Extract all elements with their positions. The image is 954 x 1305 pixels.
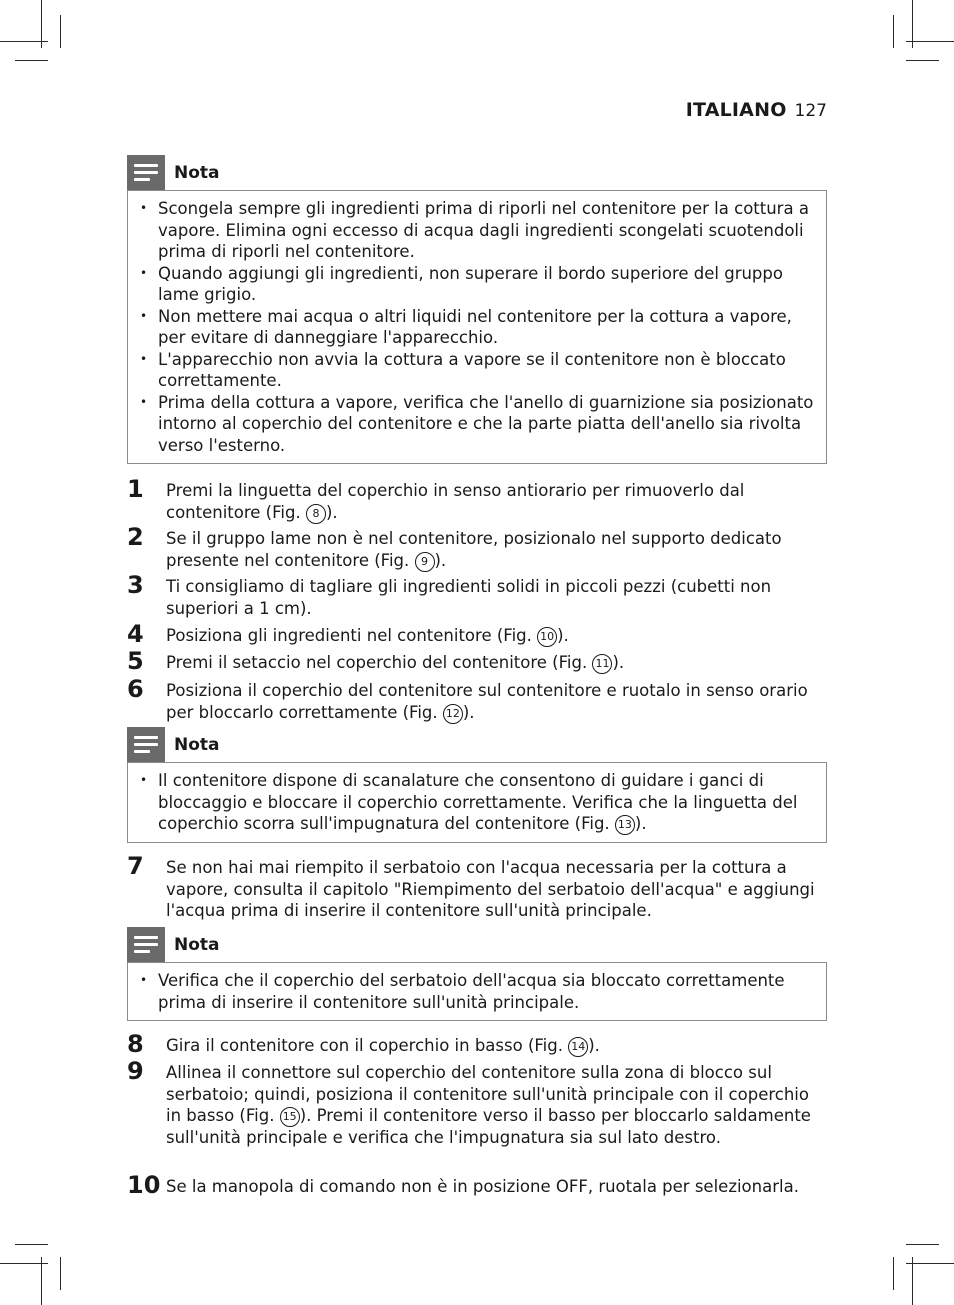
step-number: 7 — [127, 852, 144, 880]
step — [127, 620, 827, 648]
note-icon — [127, 155, 165, 190]
step-text: Allinea il connettore sul coperchio del contenitore sulla zona di blocco sul serbatoio; quindi, posiziona il contenitore sull'unità principale con il coperchio in basso (Fig. 15 ). Premi il contenitore verso il basso per bloccarlo saldamente sull'unità principale e verifica che l'impugnatura sia sul lato destro. — [166, 1063, 811, 1147]
note-bullet: • Prima della cottura a vapore, verifica che l'anello di guarnizione sia posizionato intorno al coperchio del contenitore e che la parte piatta dell'anello sia rivolta verso l'esterno. — [140, 392, 814, 455]
crop-mark — [906, 41, 954, 42]
note-icon — [127, 727, 165, 762]
note-content — [127, 962, 827, 1021]
figure-ref: 14 — [568, 1037, 588, 1057]
note-bullet: • Verifica che il coperchio del serbatoio dell'acqua sia bloccato correttamente prima di inserire il contenitore sull'unità principale. — [140, 971, 785, 1012]
note-header — [127, 155, 827, 190]
note-box — [127, 727, 827, 843]
crop-mark — [906, 1263, 954, 1264]
step-number: 2 — [127, 523, 144, 551]
figure-ref: 15 — [280, 1107, 300, 1127]
crop-mark — [0, 41, 48, 42]
step-number: 9 — [127, 1057, 144, 1085]
note-title: Nota — [174, 934, 220, 955]
step-number: 5 — [127, 647, 144, 675]
step — [127, 1171, 827, 1199]
crop-mark — [893, 1257, 894, 1290]
step — [127, 1030, 827, 1058]
note-bullet: • Quando aggiungi gli ingredienti, non superare il bordo superiore del gruppo lame grigio. — [140, 263, 783, 304]
step-text: Premi il setaccio nel coperchio del contenitore (Fig. 11 ). — [166, 653, 625, 672]
language-label: ITALIANO — [685, 99, 787, 121]
step-text: Posiziona gli ingredienti nel contenitore (Fig. 10 ). — [166, 626, 569, 645]
step — [127, 852, 827, 922]
step-number: 6 — [127, 675, 144, 703]
step-text: Se non hai mai riempito il serbatoio con l'acqua necessaria per la cottura a vapore, consulta il capitolo "Riempimento del serbatoio dell'acqua" e aggiungi l'acqua prima di inserire il contenitore sull'unità principale. — [166, 858, 815, 920]
figure-ref: 9 — [415, 552, 435, 572]
step — [127, 571, 827, 619]
note-bullet: • L'apparecchio non avvia la cottura a vapore se il contenitore non è bloccato correttamente. — [140, 349, 786, 390]
crop-mark — [906, 1244, 939, 1245]
figure-ref: 13 — [615, 815, 635, 835]
crop-mark — [15, 60, 48, 61]
crop-mark — [893, 15, 894, 48]
crop-mark — [906, 60, 939, 61]
figure-ref: 8 — [306, 504, 326, 524]
note-content — [127, 190, 827, 464]
crop-mark — [0, 1263, 48, 1264]
note-box — [127, 927, 827, 1021]
step — [127, 675, 827, 724]
note-bullet: • Scongela sempre gli ingredienti prima di riporli nel contenitore per la cottura a vapore. Elimina ogni eccesso di acqua dagli ingredienti scongelati scuotendoli prima di riporli nel contenitore. — [140, 199, 809, 261]
step — [127, 475, 827, 524]
step-text: Se la manopola di comando non è in posizione OFF, ruotala per selezionarla. — [166, 1177, 799, 1196]
step-text: Gira il contenitore con il coperchio in basso (Fig. 14 ). — [166, 1036, 600, 1055]
note-bullet: • Non mettere mai acqua o altri liquidi nel contenitore per la cottura a vapore, per evitare di danneggiare l'apparecchio. — [140, 306, 792, 347]
step-number: 4 — [127, 620, 144, 648]
step-text: Posiziona il coperchio del contenitore sul contenitore e ruotalo in senso orario per bloccarlo correttamente (Fig. 12 ). — [166, 681, 808, 722]
note-header — [127, 727, 827, 762]
step-number: 3 — [127, 571, 144, 599]
crop-mark — [41, 1257, 42, 1305]
page-number: 127 — [794, 101, 827, 121]
step — [127, 647, 827, 675]
step-number: 1 — [127, 475, 144, 503]
step — [127, 1057, 827, 1149]
figure-ref: 10 — [537, 627, 557, 647]
step-text: Premi la linguetta del coperchio in senso antiorario per rimuoverlo dal contenitore (Fig. 8 ). — [166, 481, 745, 522]
note-content — [127, 762, 827, 843]
step — [127, 523, 827, 572]
note-header — [127, 927, 827, 962]
note-title: Nota — [174, 162, 220, 183]
page-header — [686, 99, 827, 121]
note-icon — [127, 927, 165, 962]
note-bullet: • Il contenitore dispone di scanalature che consentono di guidare i ganci di bloccaggio e bloccare il coperchio correttamente. Verifica che la linguetta del coperchio scorra sull'impugnatura del contenitore (Fig. 13 ). — [140, 771, 798, 833]
step-number: 10 — [127, 1171, 161, 1199]
crop-mark — [60, 1257, 61, 1290]
step-text: Ti consigliamo di tagliare gli ingredienti solidi in piccoli pezzi (cubetti non superiori a 1 cm). — [166, 577, 772, 618]
note-title: Nota — [174, 734, 220, 755]
step-number: 8 — [127, 1030, 144, 1058]
crop-mark — [60, 15, 61, 48]
note-box — [127, 155, 827, 464]
figure-ref: 12 — [443, 704, 463, 724]
step-text: Se il gruppo lame non è nel contenitore, posizionalo nel supporto dedicato presente nel contenitore (Fig. 9 ). — [166, 529, 782, 570]
crop-mark — [15, 1244, 48, 1245]
figure-ref: 11 — [592, 654, 612, 674]
crop-mark — [912, 1257, 913, 1305]
